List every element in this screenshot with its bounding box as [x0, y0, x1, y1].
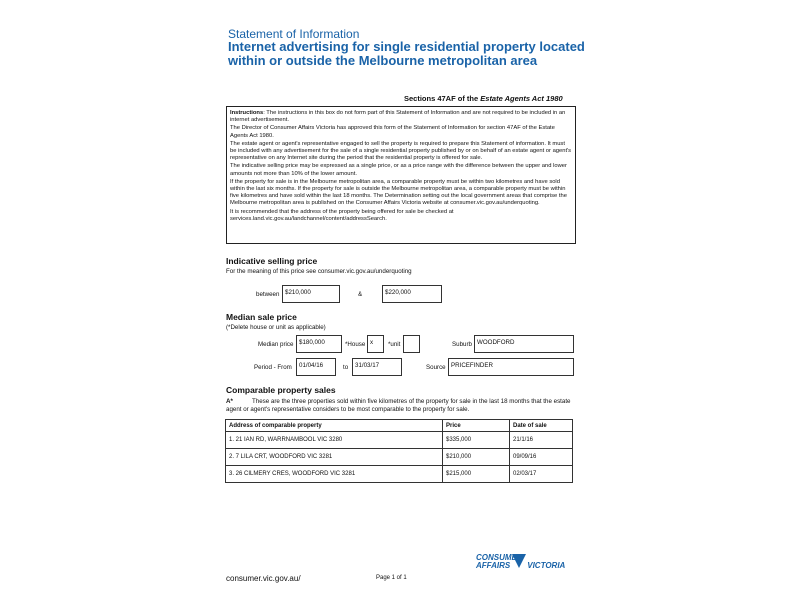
- suburb-label: Suburb: [452, 341, 472, 348]
- act-prefix: Sections 47AF of the: [404, 94, 481, 103]
- comparable-intro: These are the three properties sold within five kilometres of the property for sale in the last 18 months that the estate agent or agent's representative considers to be most comparable to the property for sale.: [226, 398, 571, 413]
- row-date: 21/1/16: [510, 432, 573, 449]
- unit-label: *unit: [388, 341, 401, 348]
- ampersand: &: [358, 291, 363, 298]
- act-reference: [404, 94, 563, 103]
- comparable-table: [225, 419, 573, 483]
- period-from-label: Period - From: [254, 364, 292, 371]
- footer-website: consumer.vic.gov.au/: [226, 574, 301, 583]
- source-field[interactable]: PRICEFINDER: [448, 358, 574, 376]
- row-date: 09/09/16: [510, 449, 573, 466]
- instructions-p1: Instructions: The instructions in this box do not form part of this Statement of Information and are not required to be included in an internet advertisement.: [230, 110, 566, 124]
- median-price-label: Median price: [258, 341, 294, 348]
- table-row: [226, 432, 573, 449]
- row-price: $215,000: [443, 466, 510, 483]
- row-price: $210,000: [443, 449, 510, 466]
- between-label: between: [256, 291, 280, 298]
- row-address: 3. 26 CILMERY CRES, WOODFORD VIC 3281: [226, 466, 443, 483]
- table-header-row: [226, 420, 573, 432]
- source-label: Source: [426, 364, 446, 371]
- house-checkbox[interactable]: x: [367, 335, 384, 353]
- instructions-p3: The estate agent or agent's representative engaged to sell the property is required to prepare this Statement of information. It must be included with any advertisement for the sale of a single residential property published by or on behalf of an estate agent or agent's representative on any Internet site during the period that the residential property is offered for sale.: [230, 140, 572, 162]
- row-address: 1. 21 IAN RD, WARRNAMBOOL VIC 3280: [226, 432, 443, 449]
- instructions-label: Instructions: [230, 110, 264, 116]
- instructions-p5: If the property for sale is in the Melbourne metropolitan area, a comparable property must be within two kilometres and have sold within the last six months. If the property for sale is outside the Melbourne metropolitan area, a comparable property must be within five kilometres and have sold within the last 18 months. The Determination setting out the local government areas that comprise the Melbourne metropolitan area is published on the Consumer Affairs Victoria website at consumer.vic.gov.au/underquoting.: [230, 178, 567, 207]
- consumer-affairs-logo: [476, 554, 565, 570]
- logo-line-1: CONSUMER: [476, 553, 523, 562]
- house-label: *House: [345, 341, 366, 348]
- col-price-header: Price: [443, 420, 510, 432]
- period-to-field[interactable]: 31/03/17: [352, 358, 402, 376]
- instructions-box: [226, 106, 576, 244]
- median-price-field[interactable]: $180,000: [296, 335, 342, 353]
- victoria-triangle-icon: [512, 554, 526, 568]
- logo-line-3: VICTORIA: [527, 561, 566, 570]
- col-date-header: Date of sale: [510, 420, 573, 432]
- footer-page-number: Page 1 of 1: [376, 575, 407, 581]
- table-row: [226, 449, 573, 466]
- row-date: 02/03/17: [510, 466, 573, 483]
- document-subtitle: Statement of Information: [228, 27, 360, 41]
- median-heading: Median sale price: [226, 312, 297, 322]
- unit-checkbox[interactable]: [403, 335, 420, 353]
- indicative-note: For the meaning of this price see consumer.vic.gov.au/underquoting: [226, 268, 412, 275]
- comparable-heading: Comparable property sales: [226, 385, 336, 395]
- col-address-header: Address of comparable property: [226, 420, 443, 432]
- instructions-p4: The indicative selling price may be expressed as a single price, or as a price range with the difference between the upper and lower amounts not more than 10% of the lower amount.: [230, 163, 567, 177]
- period-to-label: to: [343, 364, 349, 371]
- row-price: $335,000: [443, 432, 510, 449]
- comparable-a-label: A*: [226, 398, 233, 405]
- instructions-p6: It is recommended that the address of the property being offered for sale be checked at services.land.vic.gov.au/landchannel/content/addressSearch.: [230, 208, 454, 222]
- table-row: [226, 466, 573, 483]
- period-from-field[interactable]: 01/04/16: [296, 358, 336, 376]
- median-note: (*Delete house or unit as applicable): [226, 324, 326, 331]
- row-address: 2. 7 LILA CRT, WOODFORD VIC 3281: [226, 449, 443, 466]
- suburb-field[interactable]: WOODFORD: [474, 335, 574, 353]
- act-name: Estate Agents Act 1980: [480, 94, 563, 103]
- instructions-p2: The Director of Consumer Affairs Victoria has approved this form of the Statement of Information for section 47AF of the Estate Agents Act 1980.: [230, 125, 555, 139]
- logo-line-2: AFFAIRS: [476, 561, 511, 570]
- low-price-field[interactable]: $210,000: [282, 285, 340, 303]
- document-title: Internet advertising for single residential property located within or outside the Melbourne metropolitan area: [228, 39, 585, 68]
- indicative-heading: Indicative selling price: [226, 256, 318, 266]
- high-price-field[interactable]: $220,000: [382, 285, 442, 303]
